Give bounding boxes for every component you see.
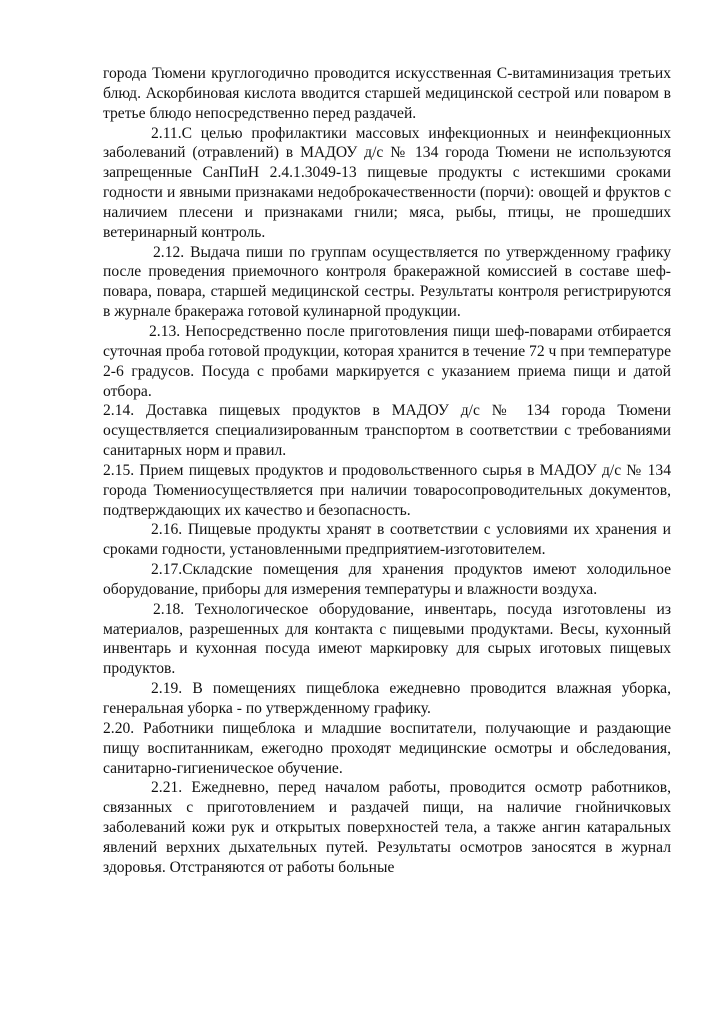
paragraph-2-10-continuation: города Тюмени круглогодично проводится искусственная С-витаминизация третьих блюд. Аскорбиновая кислота вводится старшей медицинской сестрой или поваром в третье блюдо непосредственно перед раздачей. — [103, 65, 671, 122]
paragraph-2-20: 2.20. Работники пищеблока и младшие воспитатели, получающие и раздающие пищу воспитанникам, ежегодно проходят медицинские осмотры и обследования, санитарно-гигиеническое обучение. — [103, 719, 671, 777]
paragraph-2-13: 2.13. Непосредственно после приготовления пищи шеф-поварами отбирается суточная проба готовой продукции, которая хранится в течение 72 ч при температуре 2-6 градусов. Посуда с пробами маркируется с указанием приема пищи и датой отбора. — [103, 322, 671, 400]
paragraph-2-12: 2.12. Выдача пиши по группам осуществляется по утвержденному графику после проведения приемочного контроля бракеражной комиссией в составе шеф-повара, повара, старшей медицинской сестры. Результаты контроля регистрируются в журнале бракеража готовой кулинарной продукции. — [103, 243, 671, 321]
paragraph-2-15: 2.15. Прием пищевых продуктов и продовольственного сырья в МАДОУ д/с № 134 города Тюмениосуществляется при наличии товаросопроводительных документов, подтверждающих их качество и безопасность. — [103, 461, 671, 519]
paragraph-2-17: 2.17.Складские помещения для хранения продуктов имеют холодильное оборудование, приборы для измерения температуры и влажности воздуха. — [103, 561, 671, 598]
paragraph-2-19: 2.19. В помещениях пищеблока ежедневно проводится влажная уборка, генеральная уборка - по утвержденному графику. — [103, 680, 671, 717]
paragraph-2-16: 2.16. Пищевые продукты хранят в соответствии с условиями их хранения и сроками годности, установленными предприятием-изготовителем. — [103, 521, 671, 559]
paragraph-2-11: 2.11.С целью профилактики массовых инфекционных и неинфекционных заболеваний (отравлений) в МАДОУ д/с № 134 города Тюмени не используются запрещенные СанПиН 2.4.1.3049-13 пищевые продукты с истекшими сроками годности и явными признаками недоброкачественности (порчи): овощей и фруктов с наличием плесени и признаками гнили; мяса, рыбы, птицы, не прошедших ветеринарный контроль. — [103, 124, 671, 241]
paragraph-2-21: 2.21. Ежедневно, перед началом работы, проводится осмотр работников, связанных с приготовлением и раздачей пищи, на наличие гнойничковых заболеваний кожи рук и открытых поверхностей тела, а также ангин катаральных явлений верхних дыхательных путей. Результаты осмотров заносятся в журнал здоровья. Отстраняются от работы больные — [103, 779, 671, 876]
paragraph-2-18: 2.18. Технологическое оборудование, инвентарь, посуда изготовлены из материалов, разрешенных для контакта с пищевыми продуктами. Весы, кухонный инвентарь и кухонная посуда имеют маркировку для сырых иготовых пищевых продуктов. — [103, 600, 671, 678]
document-page — [103, 64, 671, 878]
paragraph-2-14: 2.14. Доставка пищевых продуктов в МАДОУ д/с № 134 города Тюмени осуществляется специализированным транспортом в соответствии с требованиями санитарных норм и правил. — [103, 402, 671, 460]
